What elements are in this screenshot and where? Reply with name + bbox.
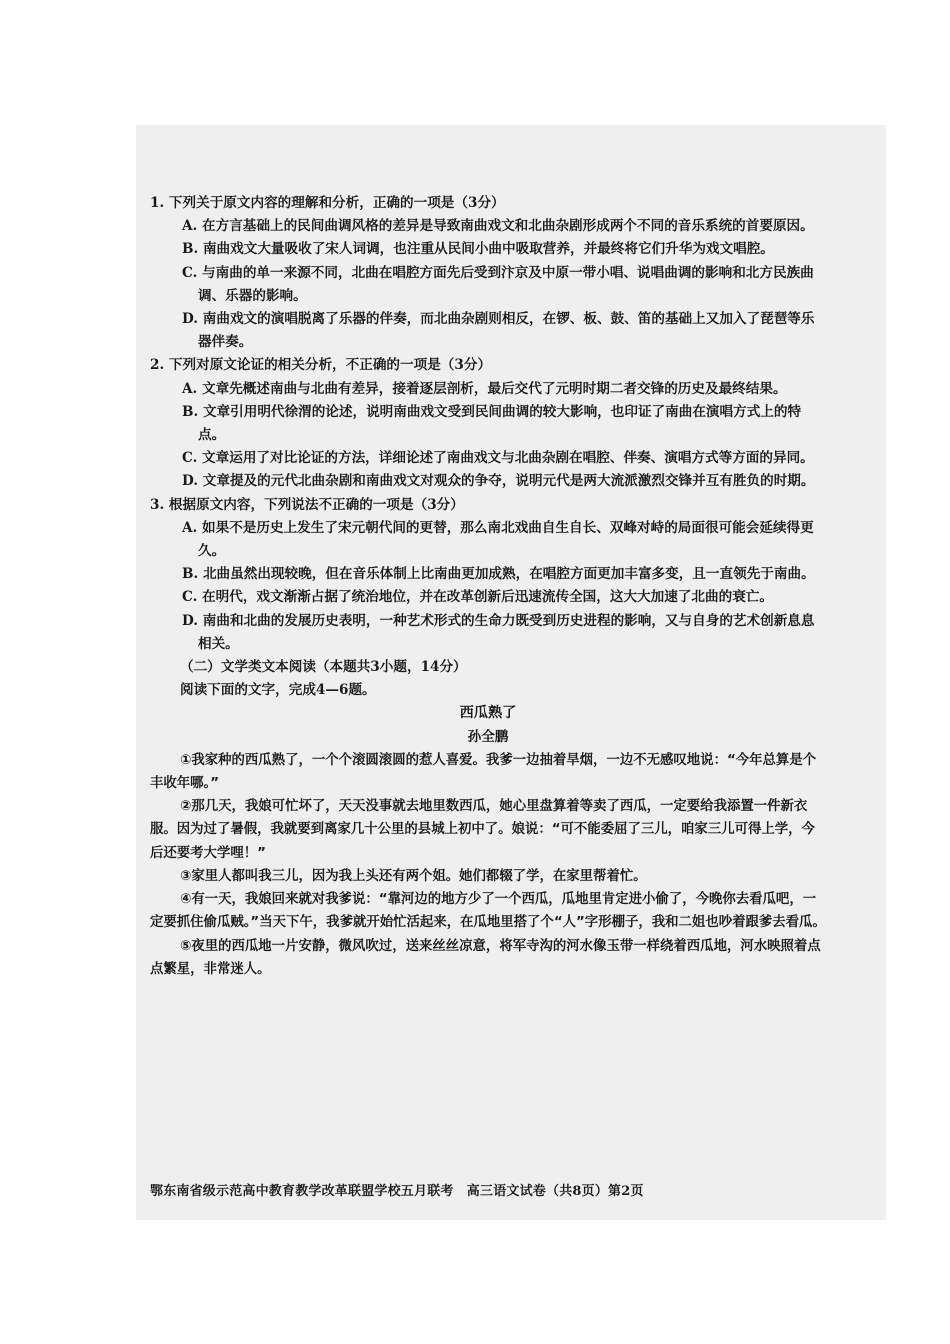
story-paragraph: ①我家种的西瓜熟了，一个个滚圆滚圆的惹人喜爱。我爹一边抽着旱烟，一边不无感叹地说：“今年总算是个丰收年哪。”: [150, 752, 817, 792]
option-b: B. 南曲戏文大量吸收了宋人词调，也注重从民间小曲中吸取营养，并最终将它们升华为戏文唱腔。: [182, 241, 774, 258]
section-heading: （二）文学类文本阅读（本题共3小题，14分）: [180, 659, 467, 676]
option-b: B. 文章引用明代徐渭的论述，说明南曲戏文受到民间曲调的较大影响，也印证了南曲在演唱方式上的特点。: [182, 403, 802, 444]
question-3: [150, 494, 826, 656]
story-author: 孙全鹏: [467, 728, 509, 745]
option-c: C. 与南曲的单一来源不同，北曲在唱腔方面先后受到汴京及中原一带小唱、说唱曲调的影响和北方民族曲调、乐器的影响。: [182, 264, 814, 304]
story-paragraph: ④有一天，我娘回来就对我爹说：“靠河边的地方少了一个西瓜，瓜地里肯定进小偷了，今晚你去看瓜吧，一定要抓住偷瓜贼。”当天下午，我爹就开始忙活起来，在瓜地里搭了个“人”字形棚子，我和二姐也吵着跟爹去看瓜。: [150, 892, 826, 931]
page-footer: 鄂东南省级示范高中教育教学改革联盟学校五月联考 高三语文试卷（共8页）第2页: [150, 1184, 644, 1199]
page-content: [150, 192, 826, 981]
question-stem: 3. 根据原文内容，下列说法不正确的一项是（3分）: [150, 496, 464, 513]
option-a: A. 在方言基础上的民间曲调风格的差异是导致南曲戏文和北曲杂剧形成两个不同的音乐系统的首要原因。: [182, 218, 814, 235]
story-paragraph: ⑤夜里的西瓜地一片安静，微风吹过，送来丝丝凉意，将军寺沟的河水像玉带一样绕着西瓜地，河水映照着点点繁星，非常迷人。: [150, 938, 821, 977]
question-stem: 2. 下列对原文论证的相关分析，不正确的一项是（3分）: [150, 357, 492, 374]
option-d: D. 南曲戏文的演唱脱离了乐器的伴奏，而北曲杂剧则相反，在锣、板、鼓、笛的基础上又加入了琵琶等乐器伴奏。: [182, 311, 815, 351]
option-a: A. 文章先概述南曲与北曲有差异，接着逐层剖析，最后交代了元明时期二者交锋的历史及最终结果。: [182, 380, 787, 397]
reading-instruction: 阅读下面的文字，完成4—6题。: [180, 682, 376, 699]
option-c: C. 文章运用了对比论证的方法，详细论述了南曲戏文与北曲杂剧在唱腔、伴奏、演唱方式等方面的异同。: [182, 450, 814, 467]
option-a: A. 如果不是历史上发生了宋元朝代间的更替，那么南北戏曲自生自长、双峰对峙的局面很可能会延续得更久。: [182, 519, 814, 560]
story-paragraph: ③家里人都叫我三儿，因为我上头还有两个姐。她们都辍了学，在家里帮着忙。: [180, 868, 647, 884]
option-c: C. 在明代，戏文渐渐占据了统治地位，并在改革创新后迅速流传全国，这大大加速了北曲的衰亡。: [182, 589, 773, 606]
question-1: [150, 192, 826, 354]
question-stem: 1. 下列关于原文内容的理解和分析，正确的一项是（3分）: [150, 195, 505, 211]
option-d: D. 文章提及的元代北曲杂剧和南曲戏文对观众的争夺，说明元代是两大流派激烈交锋并互有胜负的时期。: [182, 473, 815, 490]
option-b: B. 北曲虽然出现较晚，但在音乐体制上比南曲更加成熟，在唱腔方面更加丰富多变，且一直领先于南曲。: [182, 566, 815, 583]
story-title: 西瓜熟了: [459, 705, 517, 722]
story-body: [150, 749, 826, 981]
question-2: [150, 354, 826, 493]
story-paragraph: ②那几天，我娘可忙坏了，天天没事就去地里数西瓜，她心里盘算着等卖了西瓜，一定要给我添置一件新衣服。因为过了暑假，我就要到离家几十公里的县城上初中了。娘说：“可不能委屈了三儿，咱家三儿可得上学，今后还要考大学哩！”: [150, 799, 815, 861]
option-d: D. 南曲和北曲的发展历史表明，一种艺术形式的生命力既受到历史进程的影响，又与自身的艺术创新息息相关。: [182, 612, 815, 652]
